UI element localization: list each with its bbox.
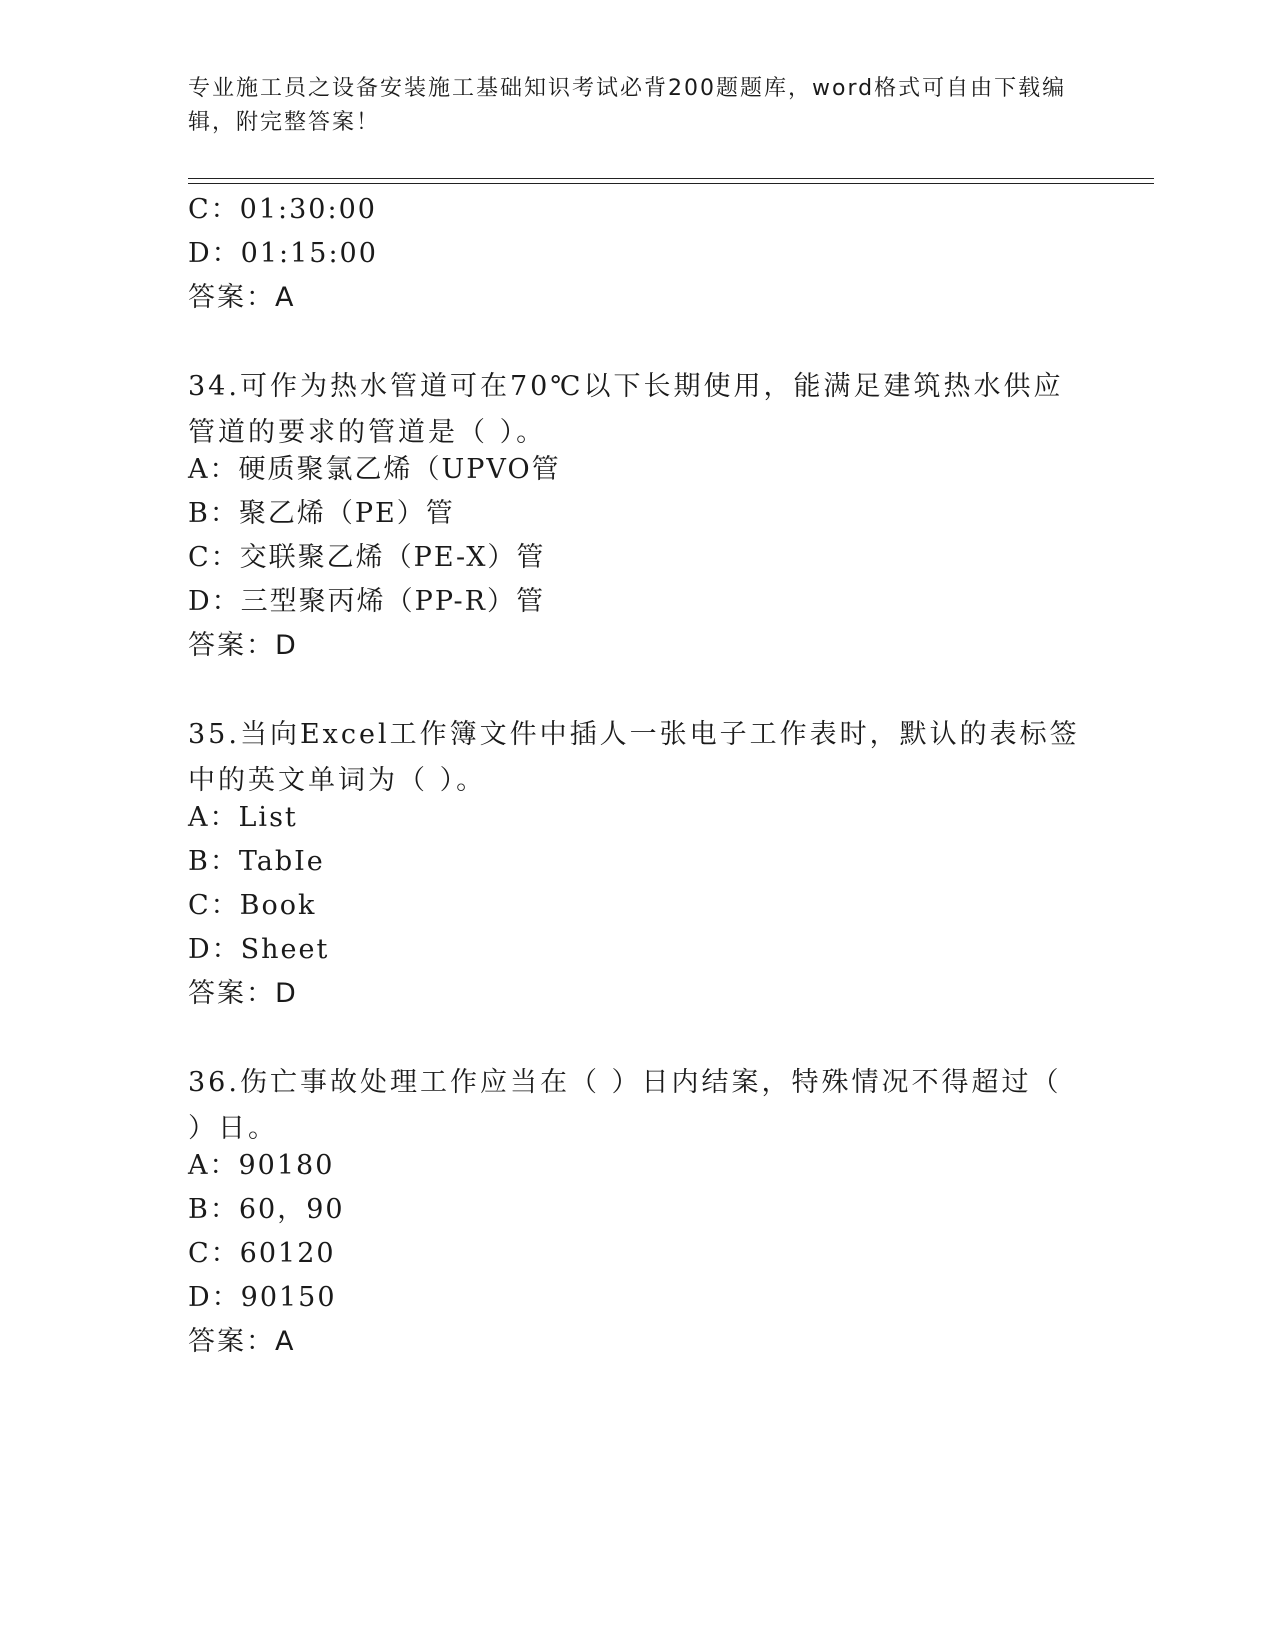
question-35-option-c: C：Book [188, 890, 317, 921]
question-34-option-c: C：交联聚乙烯（PE-X）管 [188, 542, 546, 573]
question-34-answer: 答案：D [188, 630, 298, 661]
question-34-option-d: D：三型聚丙烯（PP-R）管 [188, 586, 545, 617]
question-35-text: 35.当向Excel工作簿文件中插人一张电子工作表时，默认的表标签中的英文单词为（ ）。 [188, 719, 1080, 796]
question-35-option-d: D：Sheet [188, 934, 330, 965]
option-d: D：01:15:00 [188, 238, 378, 269]
document-header: 专业施工员之设备安装施工基础知识考试必背200题题库，word格式可自由下载编辑，附完整答案！ [188, 76, 1067, 135]
question-35-option-b: B：TabIe [188, 846, 325, 877]
question-36-option-a: A：90180 [188, 1150, 335, 1181]
question-36-option-b: B：60，90 [188, 1194, 345, 1225]
answer-line: 答案：A [188, 282, 296, 313]
question-36-option-d: D：90150 [188, 1282, 337, 1313]
question-34-text: 34.可作为热水管道可在70℃以下长期使用，能满足建筑热水供应管道的要求的管道是（ ）。 [188, 371, 1064, 448]
question-35-option-a: A：List [188, 802, 298, 833]
question-36-text: 36.伤亡事故处理工作应当在（ ）日内结案，特殊情况不得超过（ ）日。 [188, 1067, 1062, 1144]
question-36-answer: 答案：A [188, 1326, 296, 1357]
question-36-option-c: C：60120 [188, 1238, 336, 1269]
header-divider-bottom [188, 183, 1154, 184]
question-34-option-b: B：聚乙烯（PE）管 [188, 498, 455, 529]
question-34-option-a: A：硬质聚氯乙烯（UPVO管 [188, 454, 561, 485]
header-divider-top [188, 178, 1154, 179]
option-c: C：01:30:00 [188, 194, 377, 225]
question-35-answer: 答案：D [188, 978, 298, 1009]
